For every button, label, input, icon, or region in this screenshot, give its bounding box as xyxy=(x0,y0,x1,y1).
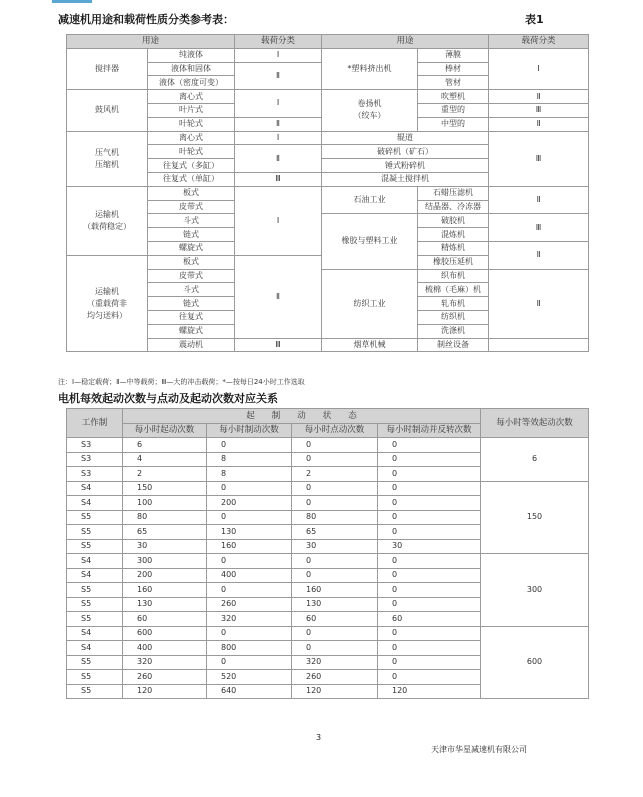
value-cell: 0 xyxy=(378,452,481,467)
value-cell: 4 xyxy=(123,452,207,467)
value-cell: 30 xyxy=(292,539,378,554)
table-row xyxy=(67,626,589,641)
value-cell: 130 xyxy=(292,597,378,612)
load-cell: Ⅱ xyxy=(489,241,589,269)
item-cell: 纯液体 xyxy=(148,48,235,62)
value-cell: 130 xyxy=(207,525,292,540)
value-cell: 300 xyxy=(123,554,207,569)
table1-label: 表1 xyxy=(525,13,544,26)
item-cell: 洗涤机 xyxy=(418,324,489,338)
load-cell: Ⅱ xyxy=(489,90,589,104)
load-cell xyxy=(489,338,589,352)
item-cell: 破碎机（矿石） xyxy=(322,145,489,159)
category-cell: 运输机 （载荷稳定） xyxy=(67,186,148,255)
duty-cell: S5 xyxy=(67,670,123,685)
item-cell: 离心式 xyxy=(148,90,235,104)
duty-cell: S5 xyxy=(67,655,123,670)
item-cell: 纺织机 xyxy=(418,310,489,324)
value-cell: 0 xyxy=(207,481,292,496)
column-header: 起 制 动 状 态 xyxy=(123,409,481,424)
table-row xyxy=(67,48,589,62)
value-cell: 600 xyxy=(123,626,207,641)
load-cell: Ⅱ xyxy=(489,269,589,338)
table-row xyxy=(67,90,589,104)
item-cell: 薄膜 xyxy=(418,48,489,62)
column-header: 工作制 xyxy=(67,409,123,438)
value-cell: 0 xyxy=(378,655,481,670)
item-cell: 链式 xyxy=(148,297,235,311)
value-cell: 0 xyxy=(292,438,378,453)
load-cell: Ⅰ xyxy=(235,48,322,62)
item-cell: 皮带式 xyxy=(148,200,235,214)
item-cell: 板式 xyxy=(148,186,235,200)
value-cell: 160 xyxy=(123,583,207,598)
category-cell: 烟草机械 xyxy=(322,338,418,352)
value-cell: 260 xyxy=(123,670,207,685)
value-cell: 400 xyxy=(207,568,292,583)
item-cell: 叶片式 xyxy=(148,103,235,117)
table-row xyxy=(67,554,589,569)
value-cell: 65 xyxy=(292,525,378,540)
value-cell: 0 xyxy=(378,438,481,453)
value-cell: 200 xyxy=(123,568,207,583)
table-row xyxy=(67,35,589,49)
column-header: 每小时等效起动次数 xyxy=(481,409,589,438)
item-cell: 梳棉（毛麻）机 xyxy=(418,283,489,297)
item-cell: 结晶器、冷冻器 xyxy=(418,200,489,214)
value-cell: 0 xyxy=(378,467,481,482)
item-cell: 辊道 xyxy=(322,131,489,145)
item-cell: 板式 xyxy=(148,255,235,269)
item-cell: 往复式 xyxy=(148,310,235,324)
value-cell: 260 xyxy=(292,670,378,685)
load-cell: Ⅰ xyxy=(489,48,589,89)
value-cell: 8 xyxy=(207,467,292,482)
duty-cell: S5 xyxy=(67,525,123,540)
equiv-cell: 600 xyxy=(481,626,589,699)
column-header: 每小时起动次数 xyxy=(123,423,207,438)
load-cell: Ⅱ xyxy=(235,62,322,90)
column-header: 用途 xyxy=(67,35,235,49)
column-header: 用途 xyxy=(322,35,489,49)
equiv-cell: 150 xyxy=(481,481,589,554)
value-cell: 0 xyxy=(207,626,292,641)
equiv-cell: 6 xyxy=(481,438,589,482)
column-header: 载荷分类 xyxy=(235,35,322,49)
value-cell: 0 xyxy=(292,554,378,569)
column-header: 每小时点动次数 xyxy=(292,423,378,438)
item-cell: 液体（密度可变） xyxy=(148,76,235,90)
load-cell: Ⅲ xyxy=(489,214,589,242)
load-cell: Ⅰ xyxy=(235,90,322,118)
value-cell: 200 xyxy=(207,496,292,511)
category-cell: 卷扬机 （绞车） xyxy=(322,90,418,131)
value-cell: 0 xyxy=(292,641,378,656)
load-cell: Ⅲ xyxy=(235,172,322,186)
value-cell: 0 xyxy=(292,452,378,467)
column-header: 每小时制动并反转次数 xyxy=(378,423,481,438)
duty-cell: S4 xyxy=(67,554,123,569)
load-cell: Ⅱ xyxy=(235,255,322,338)
value-cell: 60 xyxy=(123,612,207,627)
value-cell: 0 xyxy=(378,525,481,540)
value-cell: 0 xyxy=(378,626,481,641)
value-cell: 320 xyxy=(207,612,292,627)
category-cell: 搅拌器 xyxy=(67,48,148,89)
value-cell: 130 xyxy=(123,597,207,612)
category-cell: 石油工业 xyxy=(322,186,418,214)
item-cell: 石蜡压滤机 xyxy=(418,186,489,200)
table1-note: 注：Ⅰ—稳定载荷；Ⅱ—中等载荷；Ⅲ—大的冲击载荷；*—按每日24小时工作选取 xyxy=(58,378,305,386)
value-cell: 80 xyxy=(292,510,378,525)
item-cell: 震动机 xyxy=(148,338,235,352)
value-cell: 0 xyxy=(378,481,481,496)
category-cell: 运输机 （重载荷非 均匀送料） xyxy=(67,255,148,352)
value-cell: 0 xyxy=(378,496,481,511)
load-cell: Ⅱ xyxy=(489,186,589,214)
column-header: 每小时制动次数 xyxy=(207,423,292,438)
item-cell: 螺旋式 xyxy=(148,324,235,338)
value-cell: 0 xyxy=(207,554,292,569)
duty-cell: S3 xyxy=(67,452,123,467)
value-cell: 0 xyxy=(378,568,481,583)
table-row xyxy=(67,131,589,145)
item-cell: 锤式粉碎机 xyxy=(322,159,489,173)
duty-cell: S4 xyxy=(67,481,123,496)
load-cell: Ⅱ xyxy=(489,117,589,131)
item-cell: 棒材 xyxy=(418,62,489,76)
item-cell: 皮带式 xyxy=(148,269,235,283)
load-cell: Ⅱ xyxy=(235,145,322,173)
value-cell: 400 xyxy=(123,641,207,656)
value-cell: 2 xyxy=(123,467,207,482)
value-cell: 150 xyxy=(123,481,207,496)
item-cell: 斗式 xyxy=(148,283,235,297)
item-cell: 轧布机 xyxy=(418,297,489,311)
value-cell: 30 xyxy=(378,539,481,554)
duty-cell: S5 xyxy=(67,539,123,554)
value-cell: 800 xyxy=(207,641,292,656)
value-cell: 0 xyxy=(207,655,292,670)
value-cell: 0 xyxy=(378,554,481,569)
value-cell: 120 xyxy=(378,684,481,699)
load-classification-table xyxy=(66,34,589,352)
duty-cell: S5 xyxy=(67,597,123,612)
item-cell: 斗式 xyxy=(148,214,235,228)
item-cell: 混凝土搅拌机 xyxy=(322,172,489,186)
column-header: 载荷分类 xyxy=(489,35,589,49)
duty-cell: S4 xyxy=(67,641,123,656)
item-cell: 往复式（多缸） xyxy=(148,159,235,173)
company-name: 天津市华星减速机有限公司 xyxy=(431,745,527,754)
item-cell: 制丝设备 xyxy=(418,338,489,352)
item-cell: 精炼机 xyxy=(418,241,489,255)
start-count-table xyxy=(66,408,589,699)
header-accent-bar xyxy=(52,0,92,3)
value-cell: 60 xyxy=(378,612,481,627)
item-cell: 叶轮式 xyxy=(148,145,235,159)
value-cell: 0 xyxy=(378,597,481,612)
load-cell: Ⅱ xyxy=(235,117,322,131)
load-cell: Ⅰ xyxy=(235,131,322,145)
value-cell: 0 xyxy=(292,626,378,641)
value-cell: 120 xyxy=(292,684,378,699)
item-cell: 离心式 xyxy=(148,131,235,145)
load-cell: Ⅲ xyxy=(489,103,589,117)
category-cell: 橡胶与塑料工业 xyxy=(322,214,418,269)
category-cell: *塑料挤出机 xyxy=(322,48,418,89)
duty-cell: S5 xyxy=(67,612,123,627)
item-cell: 液体和固体 xyxy=(148,62,235,76)
value-cell: 0 xyxy=(292,496,378,511)
value-cell: 65 xyxy=(123,525,207,540)
table-row xyxy=(67,186,589,200)
value-cell: 160 xyxy=(207,539,292,554)
table-row xyxy=(67,481,589,496)
table-row xyxy=(67,409,589,424)
equiv-cell: 300 xyxy=(481,554,589,627)
value-cell: 6 xyxy=(123,438,207,453)
table1-title: 减速机用途和载荷性质分类参考表： xyxy=(58,13,234,26)
item-cell: 橡胶压延机 xyxy=(418,255,489,269)
value-cell: 120 xyxy=(123,684,207,699)
value-cell: 60 xyxy=(292,612,378,627)
duty-cell: S5 xyxy=(67,583,123,598)
item-cell: 管材 xyxy=(418,76,489,90)
value-cell: 30 xyxy=(123,539,207,554)
page-number: 3 xyxy=(316,733,322,742)
item-cell: 吹塑机 xyxy=(418,90,489,104)
category-cell: 压气机 压缩机 xyxy=(67,131,148,186)
value-cell: 2 xyxy=(292,467,378,482)
value-cell: 100 xyxy=(123,496,207,511)
category-cell: 纺织工业 xyxy=(322,269,418,338)
value-cell: 640 xyxy=(207,684,292,699)
duty-cell: S3 xyxy=(67,438,123,453)
load-cell: Ⅰ xyxy=(235,186,322,255)
value-cell: 8 xyxy=(207,452,292,467)
table2-title: 电机每效起动次数与点动及起动次数对应关系 xyxy=(58,392,278,405)
item-cell: 混炼机 xyxy=(418,228,489,242)
value-cell: 0 xyxy=(378,670,481,685)
duty-cell: S5 xyxy=(67,510,123,525)
item-cell: 叶轮式 xyxy=(148,117,235,131)
duty-cell: S4 xyxy=(67,626,123,641)
value-cell: 320 xyxy=(123,655,207,670)
item-cell: 中型的 xyxy=(418,117,489,131)
value-cell: 80 xyxy=(123,510,207,525)
value-cell: 0 xyxy=(378,583,481,598)
item-cell: 重型的 xyxy=(418,103,489,117)
item-cell: 往复式（单缸） xyxy=(148,172,235,186)
load-cell: Ⅲ xyxy=(489,131,589,186)
value-cell: 0 xyxy=(207,510,292,525)
duty-cell: S4 xyxy=(67,568,123,583)
category-cell: 鼓风机 xyxy=(67,90,148,131)
value-cell: 0 xyxy=(378,641,481,656)
value-cell: 520 xyxy=(207,670,292,685)
table-row xyxy=(67,438,589,453)
item-cell: 破胶机 xyxy=(418,214,489,228)
load-cell: Ⅲ xyxy=(235,338,322,352)
item-cell: 螺旋式 xyxy=(148,241,235,255)
value-cell: 320 xyxy=(292,655,378,670)
value-cell: 260 xyxy=(207,597,292,612)
duty-cell: S3 xyxy=(67,467,123,482)
item-cell: 链式 xyxy=(148,228,235,242)
value-cell: 0 xyxy=(207,583,292,598)
duty-cell: S4 xyxy=(67,496,123,511)
value-cell: 0 xyxy=(207,438,292,453)
value-cell: 0 xyxy=(378,510,481,525)
item-cell: 织布机 xyxy=(418,269,489,283)
duty-cell: S5 xyxy=(67,684,123,699)
value-cell: 0 xyxy=(292,481,378,496)
value-cell: 160 xyxy=(292,583,378,598)
value-cell: 0 xyxy=(292,568,378,583)
